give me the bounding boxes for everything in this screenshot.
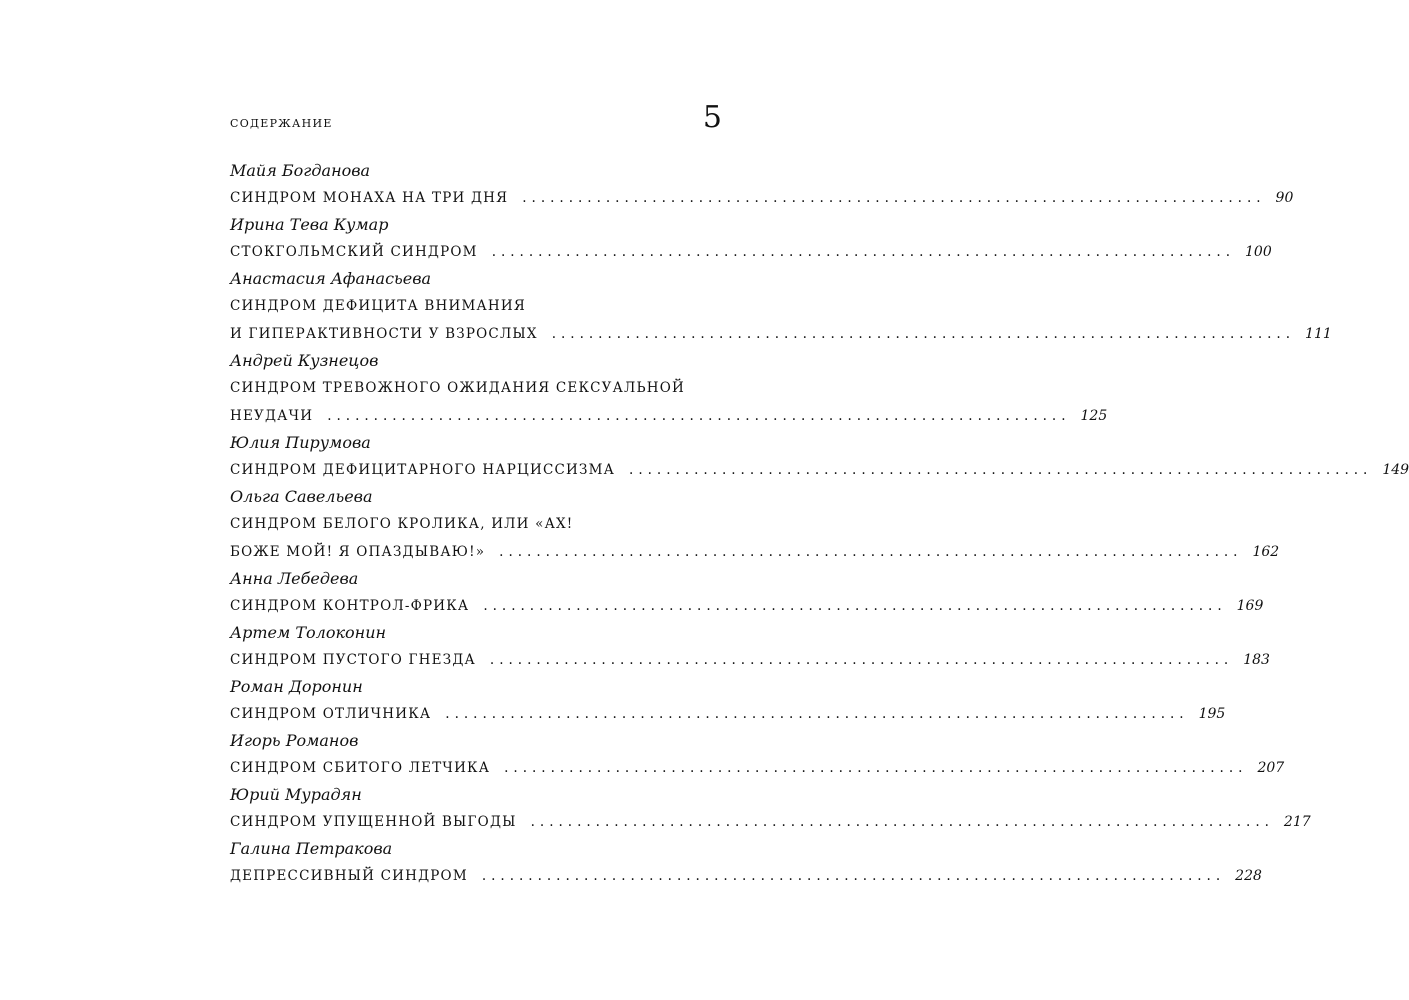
toc-entry-title-row: [230, 754, 1285, 782]
toc-entry-author: Анна Лебедева: [230, 569, 359, 588]
toc-entry-title-row: [230, 646, 1270, 674]
table-of-contents: [230, 158, 1409, 890]
toc-entry: [230, 158, 1294, 212]
toc-entry: [230, 728, 1285, 782]
dot-leader: ................................................................................: [481, 868, 1226, 884]
toc-entry-page-number: 183: [1243, 652, 1270, 668]
toc-entry-page-number: 195: [1198, 706, 1226, 722]
toc-entry-title-row: [230, 592, 1264, 620]
toc-entry: [230, 674, 1226, 728]
toc-entry-page-number: 125: [1080, 408, 1108, 424]
toc-entry-page-number: 207: [1257, 760, 1285, 776]
toc-entry-page-number: 149: [1382, 462, 1409, 478]
toc-entry-title-row: [230, 456, 1409, 484]
toc-entry-title-line: СИНДРОМ ПУСТОГО ГНЕЗДА: [230, 652, 476, 668]
toc-entry-title-line: СИНДРОМ БЕЛОГО КРОЛИКА, ИЛИ «АХ!: [230, 516, 574, 532]
toc-entry-author: Андрей Кузнецов: [230, 351, 379, 370]
toc-entry-title-line: И ГИПЕРАКТИВНОСТИ У ВЗРОСЛЫХ: [230, 326, 538, 342]
toc-entry: [230, 430, 1409, 484]
toc-entry-title-row: [230, 238, 1272, 266]
toc-entry: [230, 782, 1311, 836]
toc-entry-title-line: СИНДРОМ ТРЕВОЖНОГО ОЖИДАНИЯ СЕКСУАЛЬНОЙ: [230, 380, 686, 396]
toc-entry-author: Юлия Пирумова: [230, 433, 371, 452]
dot-leader: ................................................................................: [504, 760, 1248, 776]
toc-entry-title-line: СИНДРОМ КОНТРОЛ-ФРИКА: [230, 598, 470, 614]
toc-entry-title-line: СИНДРОМ ОТЛИЧНИКА: [230, 706, 432, 722]
toc-entry-author: Игорь Романов: [230, 731, 359, 750]
dot-leader: ................................................................................: [327, 408, 1071, 424]
toc-entry: [230, 212, 1272, 266]
dot-leader: ................................................................................: [491, 244, 1235, 260]
running-head: СОДЕРЖАНИЕ: [230, 117, 333, 130]
dot-leader: ................................................................................: [629, 462, 1373, 478]
toc-entry-title-row: [230, 808, 1311, 836]
toc-entry-title-line: ДЕПРЕССИВНЫЙ СИНДРОМ: [230, 868, 468, 884]
toc-entry: [230, 620, 1270, 674]
toc-entry-title-row: [230, 700, 1226, 728]
toc-entry: [230, 566, 1264, 620]
toc-entry-title-row: [230, 402, 1108, 430]
toc-entry-page-number: 162: [1252, 544, 1280, 560]
toc-entry-page-number: 228: [1235, 868, 1262, 884]
toc-entry-author: Анастасия Афанасьева: [230, 269, 432, 288]
toc-entry-title-line: СТОКГОЛЬМСКИЙ СИНДРОМ: [230, 244, 478, 260]
toc-entry-title-line: НЕУДАЧИ: [230, 408, 314, 424]
dot-leader: ................................................................................: [489, 652, 1234, 668]
toc-entry-author: Майя Богданова: [230, 161, 371, 180]
toc-entry-title-row: [230, 862, 1262, 890]
toc-entry: [230, 484, 1280, 566]
toc-entry-title-line: СИНДРОМ УПУЩЕННОЙ ВЫГОДЫ: [230, 814, 517, 830]
dot-leader: ................................................................................: [483, 598, 1227, 614]
dot-leader: ................................................................................: [445, 706, 1189, 722]
toc-entry: [230, 266, 1332, 348]
toc-entry-title-row: [230, 538, 1280, 566]
toc-entry-page-number: 111: [1305, 326, 1332, 342]
dot-leader: ................................................................................: [499, 544, 1243, 560]
dot-leader: ................................................................................: [522, 190, 1266, 206]
toc-entry-title-line: СИНДРОМ ДЕФИЦИТАРНОГО НАРЦИССИЗМА: [230, 462, 616, 478]
dot-leader: ................................................................................: [530, 814, 1274, 830]
toc-entry-page-number: 217: [1283, 814, 1311, 830]
toc-entry-title-row: [230, 184, 1294, 212]
toc-entry-author: Ирина Тева Кумар: [230, 215, 389, 234]
dot-leader: ................................................................................: [551, 326, 1296, 342]
toc-entry-title-line: СИНДРОМ МОНАХА НА ТРИ ДНЯ: [230, 190, 509, 206]
toc-entry-page-number: 169: [1236, 598, 1264, 614]
toc-entry-page-number: 100: [1245, 244, 1272, 260]
toc-entry-title-line: БОЖЕ МОЙ! Я ОПАЗДЫВАЮ!»: [230, 544, 486, 560]
toc-entry-page-number: 90: [1275, 190, 1294, 206]
toc-entry-title-row: [230, 320, 1332, 348]
page-number: 5: [702, 100, 722, 135]
toc-entry-author: Роман Доронин: [230, 677, 363, 696]
toc-entry: [230, 348, 1108, 430]
toc-entry-author: Артем Толоконин: [230, 623, 387, 642]
toc-entry-author: Галина Петракова: [230, 839, 393, 858]
toc-entry-title-line: СИНДРОМ ДЕФИЦИТА ВНИМАНИЯ: [230, 298, 526, 314]
toc-entry-author: Ольга Савельева: [230, 487, 373, 506]
toc-entry-title-line: СИНДРОМ СБИТОГО ЛЕТЧИКА: [230, 760, 491, 776]
toc-entry: [230, 836, 1262, 890]
toc-entry-author: Юрий Мурадян: [230, 785, 362, 804]
